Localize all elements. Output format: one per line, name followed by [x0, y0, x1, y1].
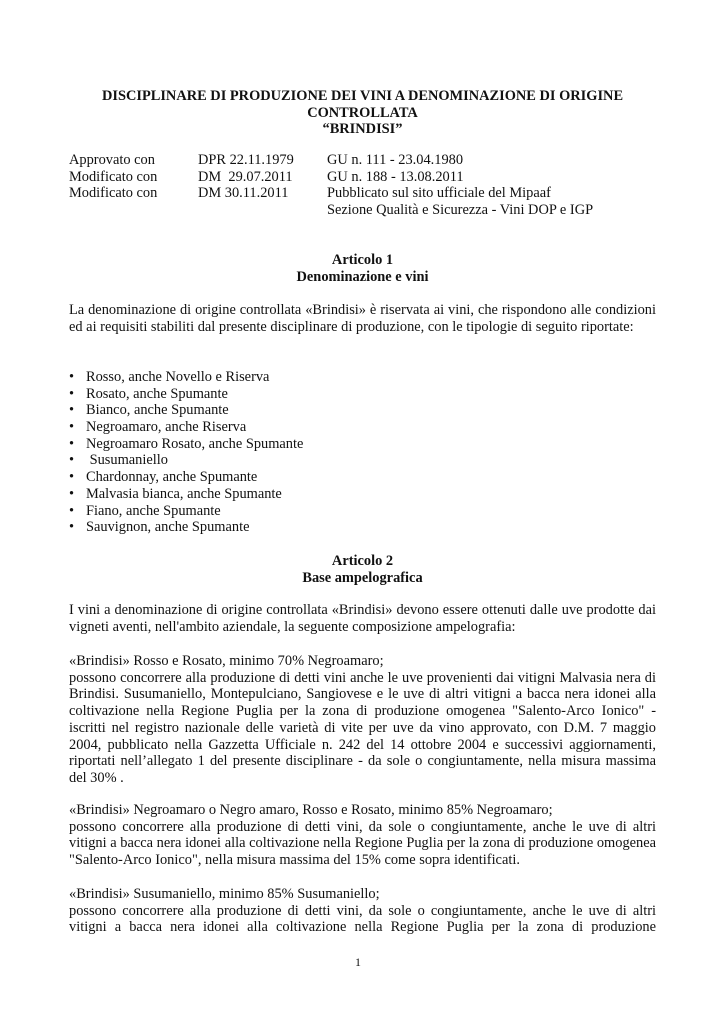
- composition-body: possono concorrere alla produzione di detti vini anche le uve provenienti dai vitigni Malvasia nera di Brindisi. Susumaniello, Montepulciano, Sangiovese e le uve di altri vitigni a bacca nera idonei alla coltivazione nella Regione Puglia per la zona di produzione omogenea "Salento-Arco Ionico" - iscritti nel registro nazionale delle varietà di vite per uve da vino approvato, con D.M. 7 maggio 2004, pubblicato nella Gazzetta Ufficiale n. 242 del 14 ottobre 2004 e successivi aggiornamenti, riportati nell’allegato 1 del presente disciplinare - da sole o congiuntamente, nella misura massima del 30% .: [69, 669, 656, 786]
- page-number: 1: [355, 955, 361, 969]
- approval-act: DM 30.11.2011: [198, 185, 289, 202]
- composition-title: «Brindisi» Negroamaro o Negro amaro, Rosso e Rosato, minimo 85% Negroamaro;: [69, 802, 553, 818]
- document-title: [69, 88, 656, 138]
- article-1-heading: [69, 252, 656, 285]
- approval-act: DPR 22.11.1979: [198, 152, 294, 168]
- approval-publication: Pubblicato sul sito ufficiale del Mipaaf: [327, 185, 551, 202]
- title-line: DISCIPLINARE DI PRODUZIONE DEI VINI A DENOMINAZIONE DI ORIGINE: [101, 88, 624, 104]
- approval-label: Modificato con: [69, 185, 158, 202]
- bullet: •: [69, 385, 75, 402]
- bullet: •: [69, 435, 75, 452]
- list-item-text: Negroamaro, anche Riserva: [86, 419, 247, 436]
- bullet: •: [69, 452, 75, 469]
- list-item-text: Chardonnay, anche Spumante: [86, 469, 258, 486]
- list-item: [69, 519, 656, 536]
- approval-publication: GU n. 111 - 23.04.1980: [327, 152, 464, 168]
- wine-types-list: [69, 369, 656, 536]
- list-item: [69, 486, 656, 503]
- article-1-intro: La denominazione di origine controllata «Brindisi» è riservata ai vini, che rispondono alle condizioni ed ai requisiti stabiliti dal presente disciplinare di produzione, con le tipologie di seguito riportate:: [69, 302, 656, 335]
- list-item: [69, 452, 656, 469]
- bullet: •: [69, 485, 75, 502]
- list-item-text: Rosso, anche Novello e Riserva: [86, 369, 270, 385]
- composition-susumaniello: [69, 886, 656, 936]
- list-item: [69, 369, 656, 386]
- article-title: Denominazione e vini: [296, 268, 429, 285]
- list-item-text: Malvasia bianca, anche Spumante: [86, 485, 282, 502]
- composition-rosso-rosato: [69, 653, 656, 787]
- article-2-heading: [69, 553, 656, 586]
- list-item: [69, 436, 656, 453]
- composition-title: «Brindisi» Susumaniello, minimo 85% Susumaniello;: [69, 886, 380, 902]
- list-item-text: Fiano, anche Spumante: [86, 502, 221, 519]
- bullet: •: [69, 502, 75, 519]
- bullet: •: [69, 369, 75, 385]
- approval-act: DM 29.07.2011: [198, 168, 293, 185]
- bullet: •: [69, 519, 75, 536]
- approval-label: Approvato con: [69, 152, 155, 168]
- bullet: •: [69, 419, 75, 436]
- approval-publication: GU n. 188 - 13.08.2011: [327, 168, 464, 185]
- list-item-text: Rosato, anche Spumante: [86, 385, 228, 402]
- article-title: Base ampelografica: [302, 569, 423, 586]
- list-item-text: Sauvignon, anche Spumante: [86, 519, 250, 536]
- article-2-intro: I vini a denominazione di origine controllata «Brindisi» devono essere ottenuti dalle uve prodotte dai vigneti aventi, nell'ambito aziendale, la seguente composizione ampelografia:: [69, 602, 656, 635]
- composition-title: «Brindisi» Rosso e Rosato, minimo 70% Negroamaro;: [69, 653, 384, 669]
- list-item: [69, 503, 656, 520]
- list-item: [69, 419, 656, 436]
- list-item-text: Negroamaro Rosato, anche Spumante: [86, 435, 304, 452]
- bullet: •: [69, 402, 75, 419]
- list-item-text: Bianco, anche Spumante: [86, 402, 229, 419]
- composition-body: possono concorrere alla produzione di detti vini, da sole o congiuntamente, anche le uve di altri vitigni a bacca nera idonei alla coltivazione nella Regione Puglia per la zona di produzione: [69, 902, 656, 936]
- list-item: [69, 469, 656, 486]
- list-item: [69, 402, 656, 419]
- title-line: “BRINDISI”: [322, 121, 403, 138]
- list-item: [69, 386, 656, 403]
- composition-negroamaro: [69, 802, 656, 869]
- bullet: •: [69, 469, 75, 486]
- composition-body: possono concorrere alla produzione di detti vini, da sole o congiuntamente, anche le uve di altri vitigni a bacca nera idonei alla coltivazione nella Regione Puglia per la zona di produzione omogenea "Salento-Arco Ionico", nella misura massima del 15% come sopra identificati.: [69, 818, 656, 869]
- approval-publication: Sezione Qualità e Sicurezza - Vini DOP e IGP: [327, 202, 594, 219]
- approval-label: Modificato con: [69, 168, 158, 185]
- article-number: Articolo 2: [331, 553, 394, 569]
- title-line: CONTROLLATA: [307, 104, 418, 121]
- article-number: Articolo 1: [331, 252, 394, 268]
- list-item-text: Susumaniello: [86, 452, 168, 469]
